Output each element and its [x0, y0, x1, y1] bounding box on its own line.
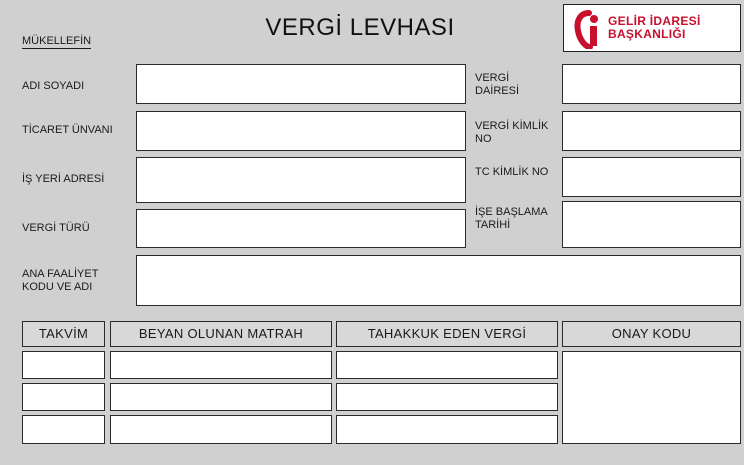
logo-line-2: BAŞKANLIĞI: [608, 27, 686, 41]
col-header-accrued-tax: TAHAKKUK EDEN VERGİ: [336, 321, 558, 347]
col-header-declared-base: BEYAN OLUNAN MATRAH: [110, 321, 332, 347]
tax-office-field[interactable]: [562, 64, 741, 104]
tc-id-field[interactable]: [562, 157, 741, 197]
tax-office-label-line1: VERGİ: [475, 72, 510, 84]
calendar-cell-2[interactable]: [22, 383, 105, 411]
calendar-cell-3[interactable]: [22, 415, 105, 444]
accrued-tax-cell-1[interactable]: [336, 351, 558, 379]
declared-base-cell-1[interactable]: [110, 351, 332, 379]
gib-logo: [563, 4, 741, 52]
address-field[interactable]: [136, 157, 466, 203]
calendar-cell-1[interactable]: [22, 351, 105, 379]
tc-id-label: TC KİMLİK NO: [475, 166, 549, 178]
tax-office-label: [475, 72, 519, 98]
activity-label-line2: KODU VE ADI: [22, 281, 93, 293]
approval-code-field[interactable]: [562, 351, 741, 444]
start-date-label: [475, 206, 548, 232]
col-header-approval-code: ONAY KODU: [562, 321, 741, 347]
tax-id-label-line1: VERGİ KİMLİK: [475, 120, 549, 132]
activity-label-line1: ANA FAALİYET: [22, 268, 99, 280]
activity-label: [22, 268, 98, 294]
trade-name-field[interactable]: [136, 111, 466, 151]
gib-logo-icon: [574, 9, 604, 49]
start-date-label-line1: İŞE BAŞLAMA: [475, 206, 548, 218]
declared-base-cell-2[interactable]: [110, 383, 332, 411]
tax-id-field[interactable]: [562, 111, 741, 151]
declared-base-cell-3[interactable]: [110, 415, 332, 444]
start-date-label-line2: TARİHİ: [475, 219, 511, 231]
section-label-taxpayer: MÜKELLEFİN: [22, 35, 92, 47]
tax-id-label: [475, 120, 548, 146]
trade-name-label: TİCARET ÜNVANI: [22, 124, 113, 136]
accrued-tax-cell-2[interactable]: [336, 383, 558, 411]
col-header-calendar: TAKVİM: [22, 321, 105, 347]
tax-id-label-line2: NO: [475, 133, 492, 145]
tax-office-label-line2: DAİRESİ: [475, 85, 520, 97]
name-label: ADI SOYADI: [22, 80, 85, 92]
tax-type-label: VERGİ TÜRÜ: [22, 222, 90, 234]
page-title: VERGİ LEVHASI: [265, 14, 455, 41]
address-label: İŞ YERİ ADRESİ: [22, 173, 105, 185]
logo-line-1: GELİR İDARESİ: [608, 14, 701, 28]
tax-type-field[interactable]: [136, 209, 466, 248]
activity-field[interactable]: [136, 255, 741, 306]
name-field[interactable]: [136, 64, 466, 104]
accrued-tax-cell-3[interactable]: [336, 415, 558, 444]
start-date-field[interactable]: [562, 201, 741, 248]
